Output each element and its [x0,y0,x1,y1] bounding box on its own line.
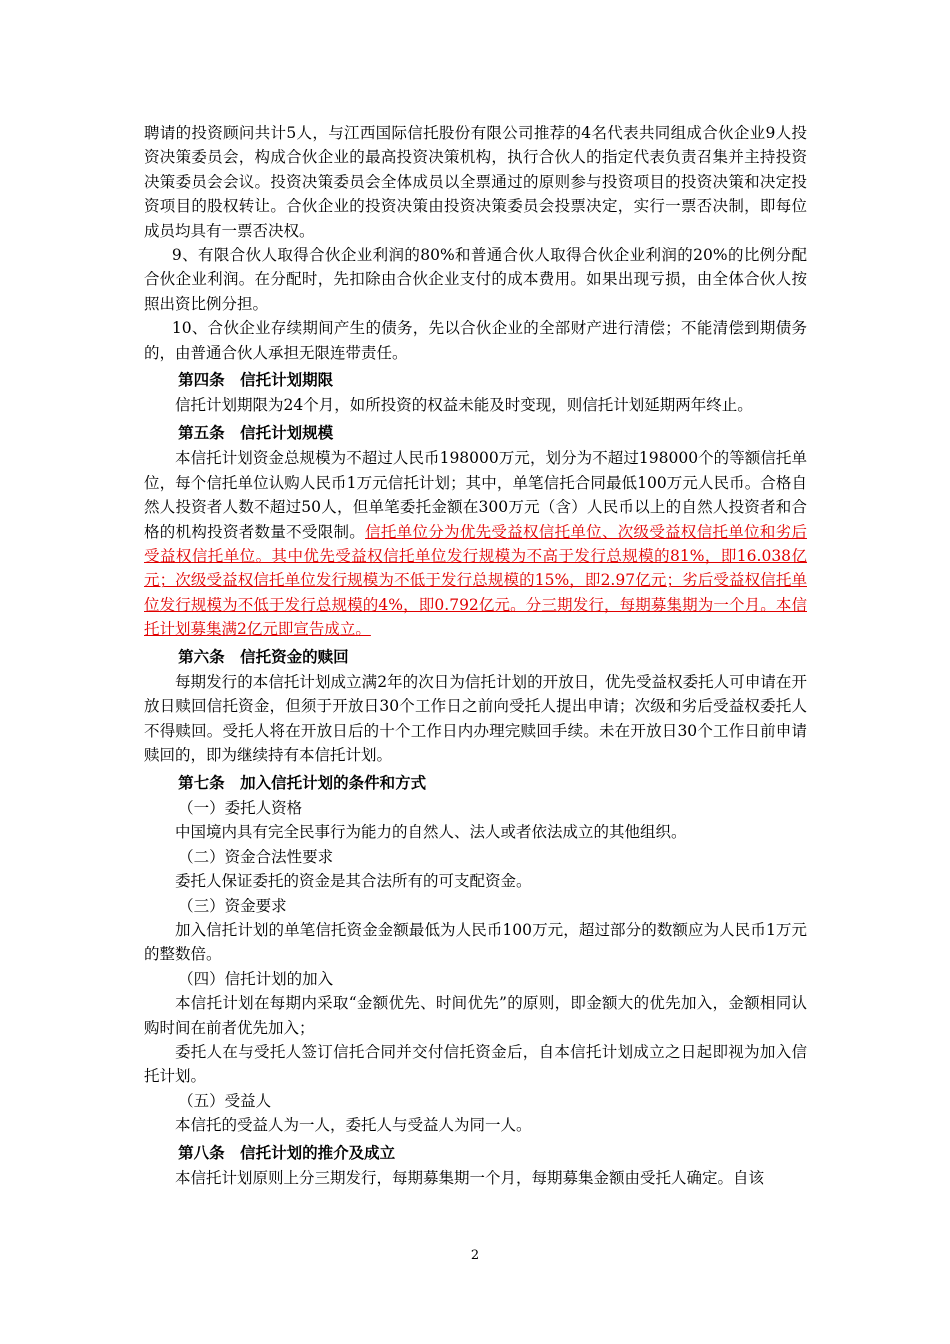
subheading-joining-plan: （四）信托计划的加入 [178,969,334,988]
subheading-fund-requirement: （三）资金要求 [178,896,287,915]
paragraph-trust-term: 信托计划期限为24个月，如所投资的权益未能及时变现，则信托计划延期两年终止。 [175,396,753,415]
subheading-fund-legality: （二）资金合法性要求 [178,847,334,866]
paragraph-trust-scale [144,446,807,641]
subheading-beneficiary: （五）受益人 [178,1091,272,1110]
paragraph-promotion: 本信托计划原则上分三期发行，每期募集期一个月，每期募集金额由受托人确定。自该 [175,1169,765,1188]
heading-article-6: 第六条 信托资金的赎回 [178,646,349,666]
page-number: 2 [470,1248,480,1263]
paragraph-fund-requirement: 加入信托计划的单笔信托资金金额最低为人民币100万元，超过部分的数额应为人民币1万元的整数倍。 [144,921,807,964]
subheading-settlor-qualification: （一）委托人资格 [178,798,303,817]
paragraph-investment-committee: 聘请的投资顾问共计5人，与江西国际信托股份有限公司推荐的4名代表共同组成合伙企业9人投资决策委员会，构成合伙企业的最高投资决策机构，执行合伙人的指定代表负责召集并主持投资决策委员会会议。投资决策委员会全体成员以全票通过的原则参与投资项目的投资决策和决定投资项目的股权转让。合伙企业的投资决策由投资决策委员会投票决定，实行一票否决制，即每位成员均具有一票否决权。 [144,124,807,240]
heading-article-5: 第五条 信托计划规模 [178,422,334,442]
document-body [144,121,807,1190]
heading-article-8: 第八条 信托计划的推介及成立 [178,1142,396,1162]
paragraph-fund-legality: 委托人保证委托的资金是其合法所有的可支配资金。 [175,872,532,891]
heading-article-7: 第七条 加入信托计划的条件和方式 [178,772,427,792]
trust-scale-text: 本信托计划资金总规模为不超过人民币198000万元，划分为不超过198000个的等额信托单位，每个信托单位认购人民币1万元信托计划；其中，单笔信托合同最低100万元人民币。合格自然人投资者人数不超过50人，但单笔委托金额在300万元（含）人民币以上的自然人投资者和合格的机构投资者数量不受限制。 [144,449,807,541]
heading-article-4: 第四条 信托计划期限 [178,370,334,390]
paragraph-settlor-qualification: 中国境内具有完全民事行为能力的自然人、法人或者依法成立的其他组织。 [175,823,687,842]
paragraph-profit-distribution: 9、有限合伙人取得合伙企业利润的80%和普通合伙人取得合伙企业利润的20%的比例分配合伙企业利润。在分配时，先扣除由合伙企业支付的成本费用。如果出现亏损，由全体合伙人按照出资比例分担。 [144,246,807,313]
highlighted-tranche-text: 信托单位分为优先受益权信托单位、次级受益权信托单位和劣后受益权信托单位。其中优先受益权信托单位发行规模为不高于发行总规模的81%，即16.038亿元；次级受益权信托单位发行规模为不低于发行总规模的15%，即2.97亿元；劣后受益权信托单位发行规模为不低于发行总规模的4%，即0.792亿元。分三期发行，每期募集期为一个月。本信托计划募集满2亿元即宣告成立。 [144,522,807,639]
paragraph-joining-effective: 委托人在与受托人签订信托合同并交付信托资金后，自本信托计划成立之日起即视为加入信托计划。 [144,1043,807,1086]
paragraph-beneficiary: 本信托的受益人为一人，委托人与受益人为同一人。 [175,1116,532,1135]
paragraph-joining-priority: 本信托计划在每期内采取“金额优先、时间优先”的原则，即金额大的优先加入，金额相同认购时间在前者优先加入； [144,994,807,1037]
paragraph-debt-liability: 10、合伙企业存续期间产生的债务，先以合伙企业的全部财产进行清偿；不能清偿到期债务的，由普通合伙人承担无限连带责任。 [144,319,807,362]
paragraph-redemption: 每期发行的本信托计划成立满2年的次日为信托计划的开放日，优先受益权委托人可申请在开放日赎回信托资金，但须于开放日30个工作日之前向受托人提出申请；次级和劣后受益权委托人不得赎回。受托人将在开放日后的十个工作日内办理完赎回手续。未在开放日30个工作日前申请赎回的，即为继续持有本信托计划。 [144,672,807,765]
